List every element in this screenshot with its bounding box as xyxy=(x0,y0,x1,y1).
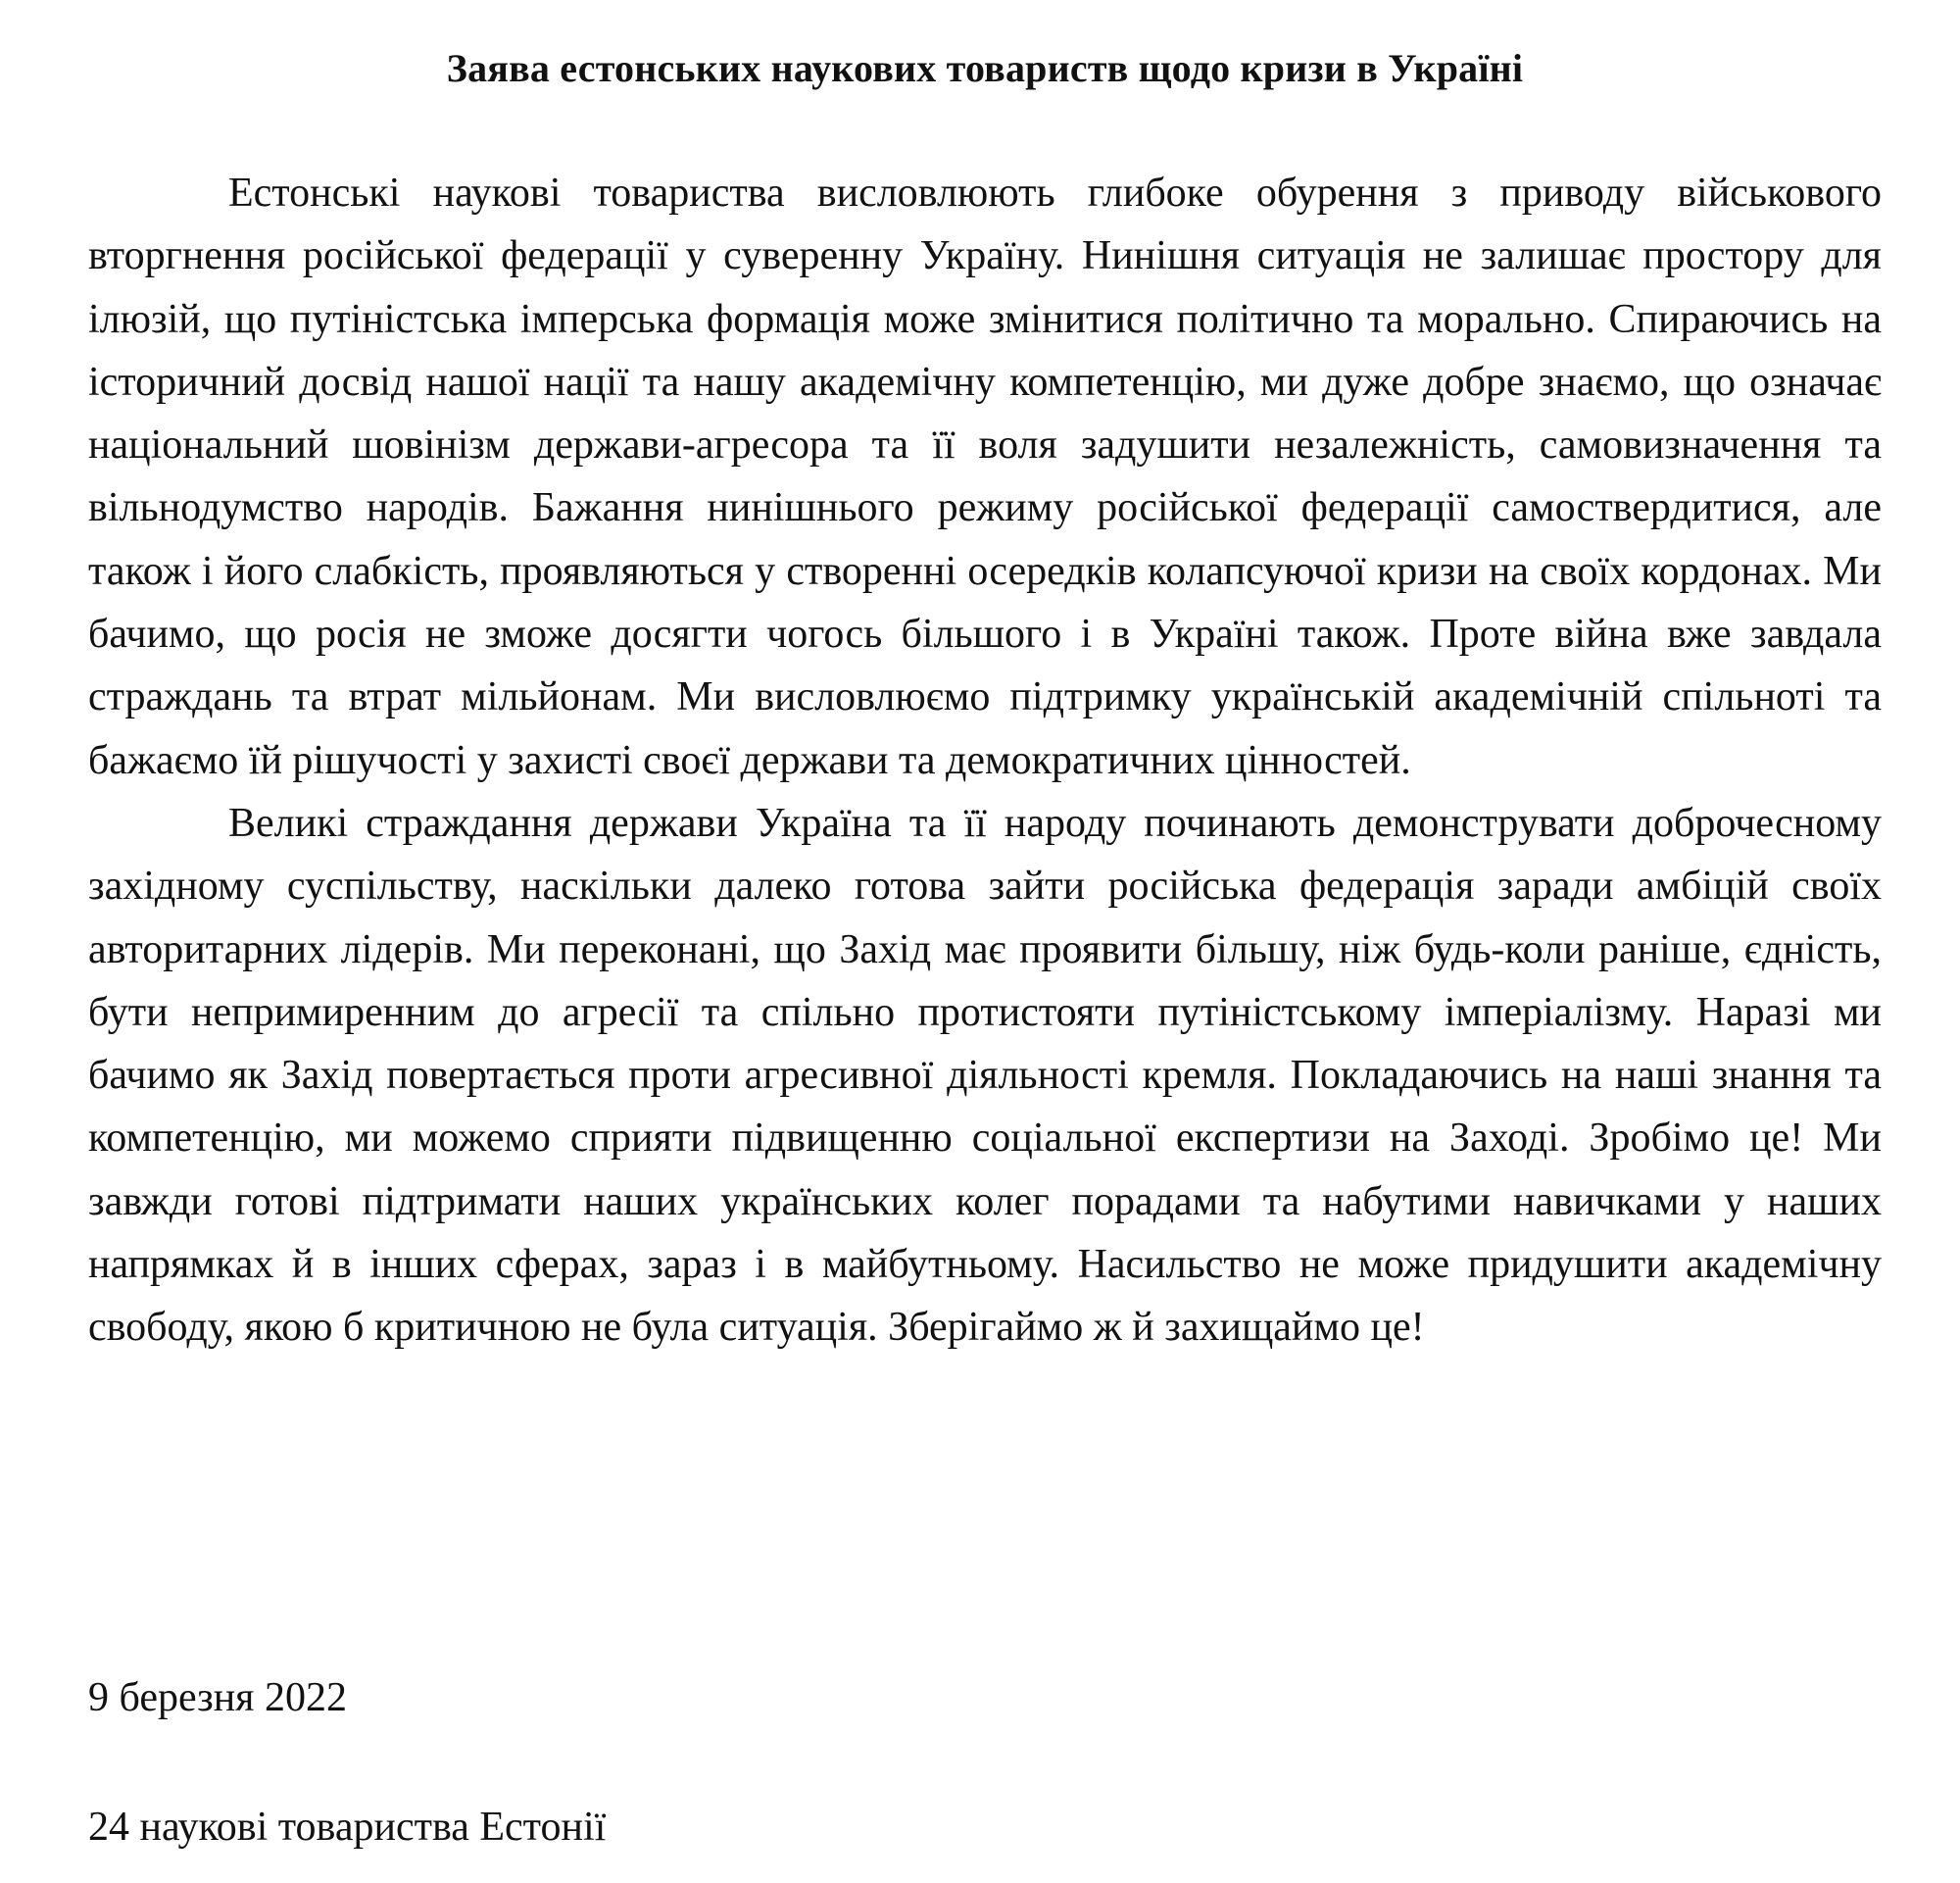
document-body xyxy=(88,162,1882,1360)
paragraph-1: Естонські наукові товариства висловлюють глибоке обурення з приводу військового вторгнення російської федерації у суверенну Україну. Нинішня ситуація не залишає простору для ілюзій, що путіністська імперська формація може змінитися політично та морально. Спираючись на історичний досвід нашої нації та нашу академічну компетенцію, ми дуже добре знаємо, що означає національний шовінізм держави-агресора та її воля задушити незалежність, самовизначення та вільнодумство народів. Бажання нинішнього режиму російської федерації самоствердитися, але також і його слабкість, проявляються у створенні осередків колапсуючої кризи на своїх кордонах. Ми бачимо, що росія не зможе досягти чогось більшого і в Україні також. Проте війна вже завдала страждань та втрат мільйонам. Ми висловлюємо підтримку українській академічній спільноті та бажаємо їй рішучості у захисті своєї держави та демократичних цінностей. xyxy=(88,171,1882,783)
document-date: 9 березня 2022 xyxy=(88,1675,347,1720)
document-title: Заява естонських наукових товариств щодо кризи в Україні xyxy=(446,46,1524,90)
paragraph-2: Великі страждання держави Україна та її народу починають демонструвати доброчесному західному суспільству, наскільки далеко готова зайти російська федерація заради амбіцій своїх авторитарних лідерів. Ми переконані, що Захід має проявити більшу, ніж будь-коли раніше, єдність, бути непримиренним до агресії та спільно протистояти путіністському імперіалізму. Наразі ми бачимо як Захід повертається проти агресивної діяльності кремля. Покладаючись на наші знання та компетенцію, ми можемо сприяти підвищенню соціальної експертизи на Заході. Зробімо це! Ми завжди готові підтримати наших українських колег порадами та набутими навичками у наших напрямках й в інших сферах, зараз і в майбутньому. Насильство не може придушити академічну свободу, якою б критичною не була ситуація. Зберігаймо ж й захищаймо це! xyxy=(88,800,1882,1351)
document-signatory: 24 наукові товариства Естонії xyxy=(88,1805,607,1850)
